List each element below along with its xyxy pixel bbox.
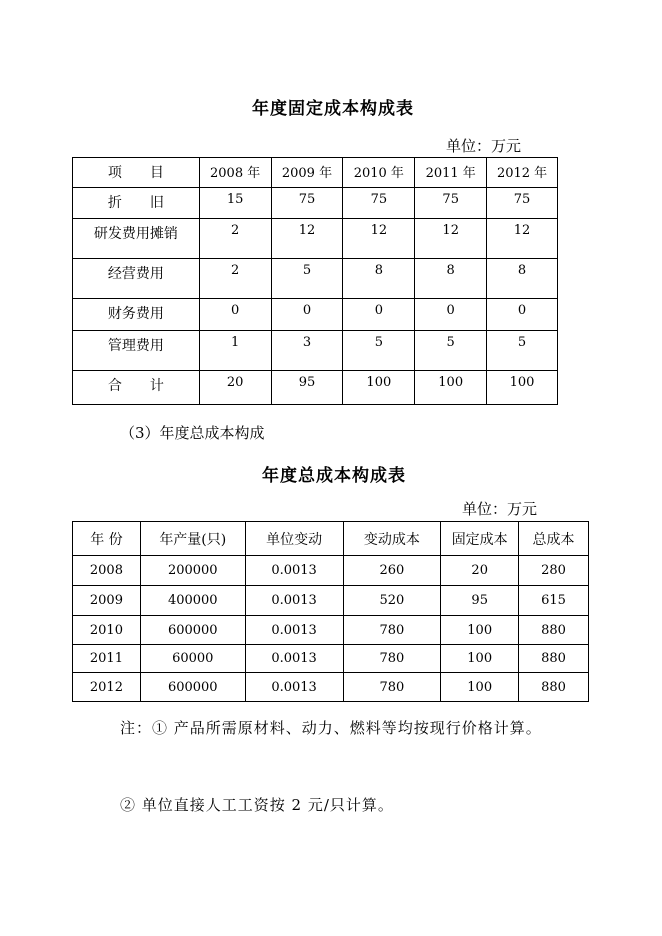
table2-unit: 单位：万元 [462, 500, 538, 518]
table-cell: 0 [343, 299, 415, 331]
table-cell: 2011 [73, 645, 141, 673]
table-row [73, 299, 558, 331]
header-cell: 单位变动 [245, 522, 343, 556]
row-label: 合 计 [73, 371, 200, 405]
table-row [73, 616, 589, 645]
table-row [73, 259, 558, 299]
table-cell: 8 [487, 259, 558, 299]
table-cell: 0.0013 [245, 586, 343, 616]
table-row [73, 673, 589, 702]
table-cell: 0 [487, 299, 558, 331]
table-cell: 100 [487, 371, 558, 405]
table-cell: 0.0013 [245, 556, 343, 586]
table-cell: 95 [271, 371, 343, 405]
table-cell: 780 [343, 645, 441, 673]
table-header-row [73, 522, 589, 556]
table-row [73, 331, 558, 371]
header-cell: 2010 年 [343, 158, 415, 188]
table-cell: 600000 [140, 673, 245, 702]
table-cell: 0 [271, 299, 343, 331]
header-cell: 固定成本 [441, 522, 519, 556]
note-2: ② 单位直接人工工资按 2 元/只计算。 [120, 796, 394, 814]
table-cell: 2 [199, 219, 271, 259]
row-label: 管理费用 [73, 331, 200, 371]
total-cost-table [72, 521, 589, 702]
header-cell: 2011 年 [415, 158, 487, 188]
table-cell: 100 [415, 371, 487, 405]
table-cell: 615 [519, 586, 589, 616]
table-cell: 8 [343, 259, 415, 299]
row-label: 研发费用摊销 [73, 219, 200, 259]
table-cell: 100 [441, 616, 519, 645]
table-cell: 2010 [73, 616, 141, 645]
table-cell: 780 [343, 673, 441, 702]
table-cell: 20 [199, 371, 271, 405]
header-cell: 年 份 [73, 522, 141, 556]
table-cell: 520 [343, 586, 441, 616]
row-label: 折 旧 [73, 188, 200, 219]
table-row [73, 556, 589, 586]
table-cell: 75 [415, 188, 487, 219]
header-cell: 变动成本 [343, 522, 441, 556]
table-cell: 2 [199, 259, 271, 299]
table-cell: 2009 [73, 586, 141, 616]
row-label: 财务费用 [73, 299, 200, 331]
table-cell: 100 [343, 371, 415, 405]
header-cell: 项 目 [73, 158, 200, 188]
table-cell: 0.0013 [245, 645, 343, 673]
table-cell: 600000 [140, 616, 245, 645]
table-cell: 8 [415, 259, 487, 299]
table-cell: 2008 [73, 556, 141, 586]
table-cell: 100 [441, 645, 519, 673]
table-row [73, 219, 558, 259]
header-cell: 总成本 [519, 522, 589, 556]
table-cell: 0.0013 [245, 673, 343, 702]
table-row [73, 586, 589, 616]
table-row [73, 188, 558, 219]
table-cell: 400000 [140, 586, 245, 616]
table-cell: 0 [415, 299, 487, 331]
table-cell: 260 [343, 556, 441, 586]
header-cell: 年产量(只) [140, 522, 245, 556]
table-cell: 3 [271, 331, 343, 371]
table-cell: 0 [199, 299, 271, 331]
table-cell: 880 [519, 673, 589, 702]
table-cell: 15 [199, 188, 271, 219]
table-cell: 12 [271, 219, 343, 259]
table-cell: 0.0013 [245, 616, 343, 645]
table-row [73, 371, 558, 405]
table-cell: 75 [271, 188, 343, 219]
header-cell: 2008 年 [199, 158, 271, 188]
note-1: 注：① 产品所需原材料、动力、燃料等均按现行价格计算。 [120, 719, 542, 737]
table-cell: 5 [415, 331, 487, 371]
table-cell: 280 [519, 556, 589, 586]
row-label: 经营费用 [73, 259, 200, 299]
table-row [73, 645, 589, 673]
table-cell: 75 [487, 188, 558, 219]
table-cell: 2012 [73, 673, 141, 702]
table-cell: 60000 [140, 645, 245, 673]
table1-unit: 单位：万元 [446, 137, 522, 155]
table-cell: 75 [343, 188, 415, 219]
section-heading: （3）年度总成本构成 [120, 424, 265, 442]
table-cell: 200000 [140, 556, 245, 586]
table-cell: 1 [199, 331, 271, 371]
fixed-cost-table [72, 157, 558, 405]
table-cell: 880 [519, 616, 589, 645]
header-cell: 2012 年 [487, 158, 558, 188]
table-cell: 12 [343, 219, 415, 259]
table-cell: 780 [343, 616, 441, 645]
table-cell: 95 [441, 586, 519, 616]
table-cell: 5 [343, 331, 415, 371]
table1-title: 年度固定成本构成表 [252, 99, 414, 119]
header-cell: 2009 年 [271, 158, 343, 188]
table2-title: 年度总成本构成表 [262, 466, 406, 486]
table-cell: 5 [487, 331, 558, 371]
table-cell: 12 [487, 219, 558, 259]
table-cell: 20 [441, 556, 519, 586]
table-cell: 5 [271, 259, 343, 299]
table-cell: 100 [441, 673, 519, 702]
table-header-row [73, 158, 558, 188]
table-cell: 880 [519, 645, 589, 673]
table-cell: 12 [415, 219, 487, 259]
